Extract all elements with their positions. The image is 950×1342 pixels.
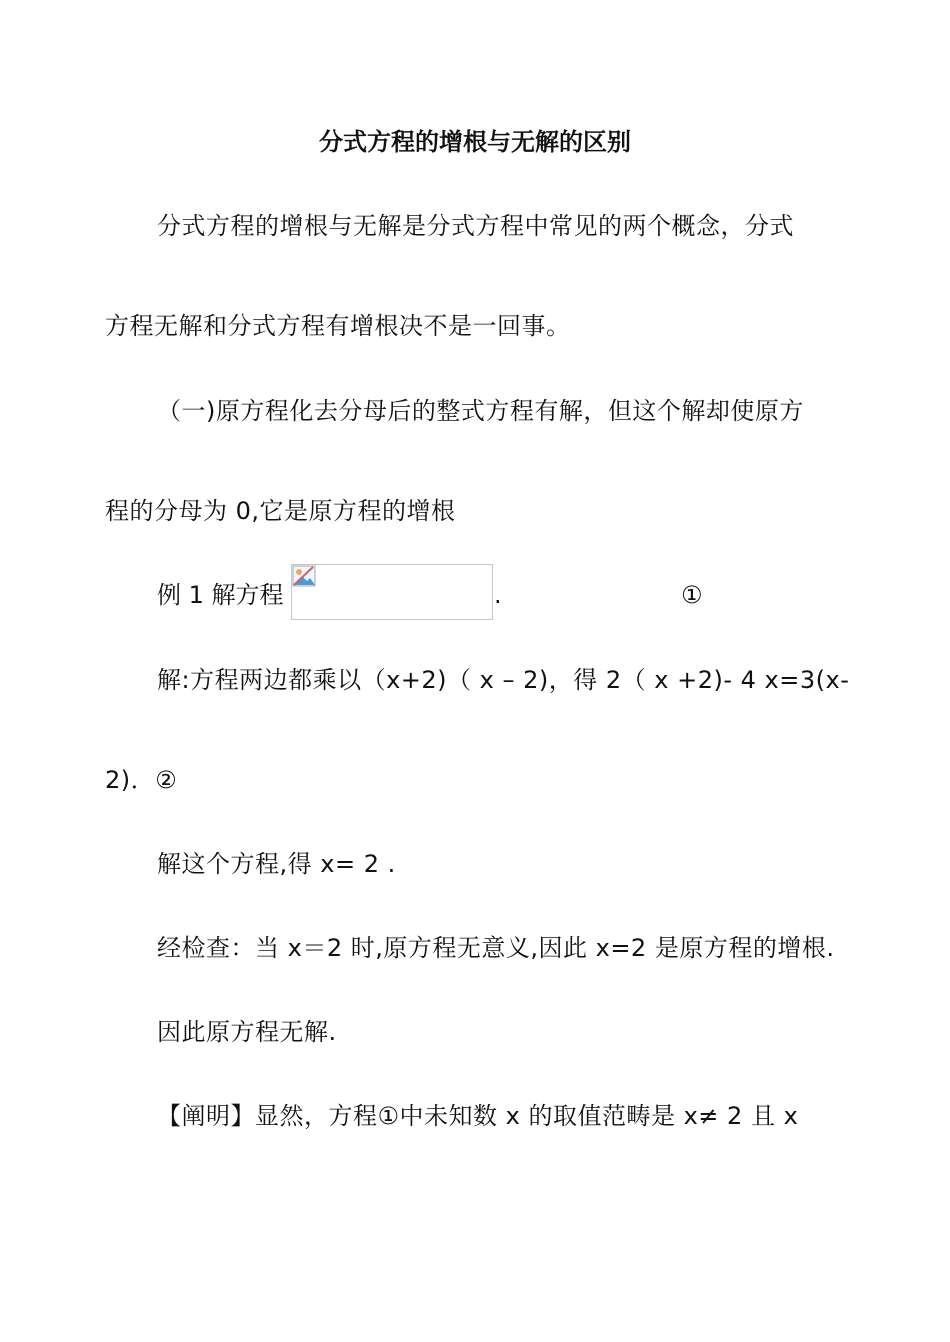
solution-line-5: 因此原方程无解. (157, 1018, 337, 1046)
example-one-label: 例 1 解方程 (157, 581, 284, 609)
solution-line-3: 解这个方程,得 x= 2 . (157, 850, 396, 878)
equation-marker-one: ① (681, 581, 703, 609)
case-one-line-2: 程的分母为 0,它是原方程的增根 (105, 497, 456, 525)
example-one-period: . (494, 581, 502, 609)
page-title: 分式方程的增根与无解的区别 (319, 128, 631, 156)
equation-image (291, 564, 493, 620)
intro-paragraph-line-2: 方程无解和分式方程有增根决不是一回事。 (105, 312, 571, 340)
broken-image-icon (292, 565, 316, 587)
explanation-line-1: 【阐明】显然，方程①中未知数 x 的取值范畴是 x≠ 2 且 x (157, 1102, 799, 1130)
solution-line-4: 经检查：当 x＝2 时,原方程无意义,因此 x=2 是原方程的增根. (157, 934, 835, 962)
case-one-line-1: （一)原方程化去分母后的整式方程有解，但这个解却使原方 (157, 397, 804, 425)
solution-line-1: 解:方程两边都乘以（x+2)（ x – 2)，得 2（ x +2)- 4 x=3(x- (157, 666, 850, 694)
intro-paragraph-line-1: 分式方程的增根与无解是分式方程中常见的两个概念，分式 (157, 212, 794, 240)
solution-line-2: 2)．② (105, 766, 178, 794)
